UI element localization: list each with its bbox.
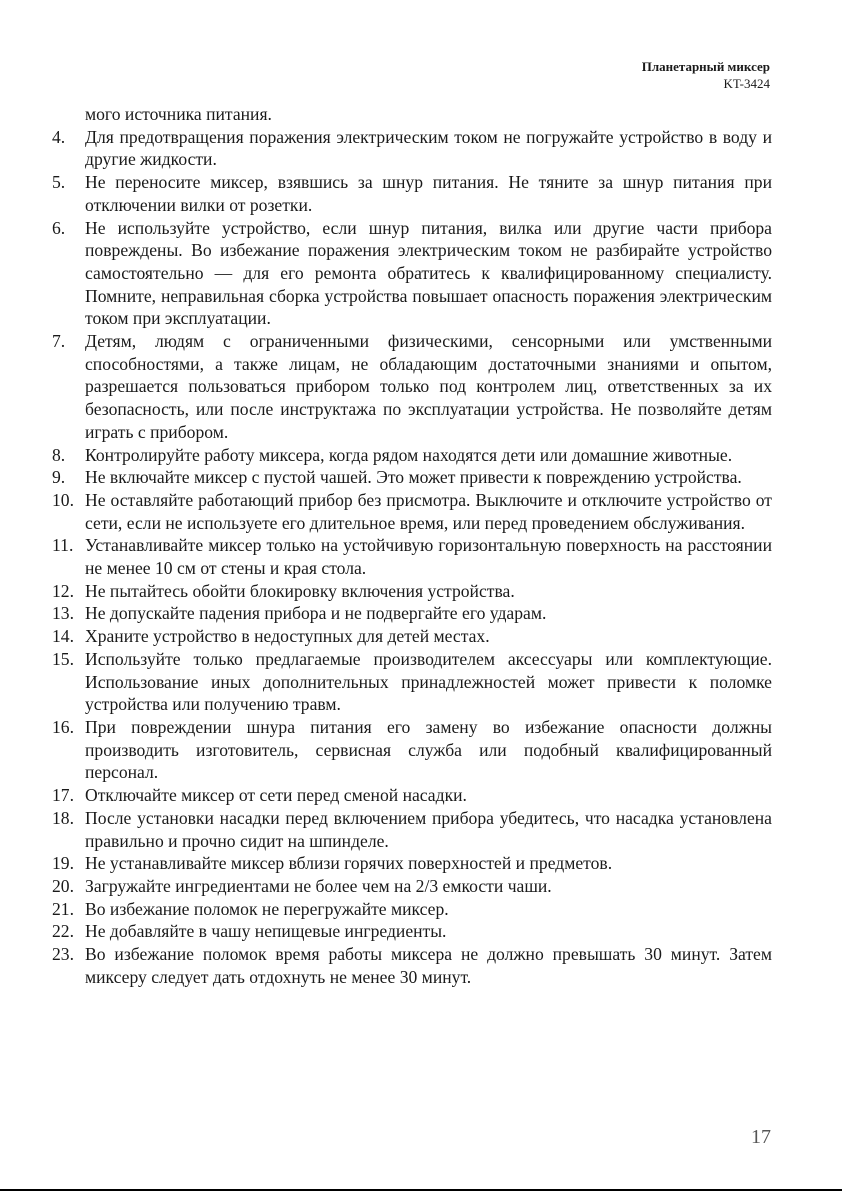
page-number: 17 (751, 1126, 771, 1148)
list-item (52, 602, 772, 625)
list-item (52, 171, 772, 216)
item-number: 5. (52, 172, 66, 193)
product-title: Планетарный миксер (641, 59, 770, 74)
item-number: 11. (52, 535, 74, 556)
item-number: 17. (52, 785, 74, 806)
item-text: Не устанавливайте миксер вблизи горячих поверхностей и предметов. (85, 853, 613, 874)
list-item (52, 648, 772, 716)
list-item (52, 898, 772, 921)
list-item (52, 716, 772, 784)
list-item (52, 875, 772, 898)
list-item (52, 126, 772, 171)
item-number: 23. (52, 944, 74, 965)
list-item (52, 534, 772, 579)
item-text: Храните устройство в недоступных для детей местах. (85, 626, 490, 647)
list-item (52, 807, 772, 852)
safety-instructions (52, 103, 772, 988)
item-text: Отключайте миксер от сети перед сменой насадки. (85, 785, 467, 806)
list-item (52, 444, 772, 467)
item-number: 7. (52, 331, 66, 352)
item-text: Не добавляйте в чашу непищевые ингредиенты. (85, 921, 447, 942)
item-text: Загружайте ингредиентами не более чем на 2/3 емкости чаши. (85, 875, 552, 896)
list-item (52, 330, 772, 444)
item-number: 16. (52, 716, 74, 737)
item-number: 20. (52, 875, 74, 896)
item-number: 8. (52, 444, 66, 465)
item-text: Устанавливайте миксер только на устойчивую горизонтальную поверхность на расстоянии не менее 10 см от стены и края стола. (85, 535, 772, 579)
page-header (642, 58, 770, 92)
item-number: 6. (52, 217, 66, 238)
instruction-list (52, 126, 772, 989)
continued-text: мого источника питания. (85, 104, 272, 124)
item-text: Не оставляйте работающий прибор без присмотра. Выключите и отключите устройство от сети, если не используете его длительное время, или перед проведением обслуживания. (85, 489, 772, 533)
item-number: 22. (52, 921, 74, 942)
item-number: 19. (52, 853, 74, 874)
item-text: Во избежание поломок не перегружайте миксер. (85, 898, 449, 919)
list-item (52, 466, 772, 489)
bottom-divider (0, 1189, 842, 1191)
item-text: После установки насадки перед включением прибора убедитесь, что насадка установлена правильно и прочно сидит на шпинделе. (85, 807, 772, 851)
list-item (52, 217, 772, 331)
list-item (52, 580, 772, 603)
item-number: 9. (52, 467, 66, 488)
item-number: 4. (52, 126, 66, 147)
list-item (52, 943, 772, 988)
product-model: KT-3424 (723, 76, 770, 91)
item-text: Не используйте устройство, если шнур питания, вилка или другие части прибора повреждены. Во избежание поражения электрическим током не разбирайте устройство самостоятельно — для его ремонта обратитесь к квалифицированному специалисту. Помните, неправильная сборка устройства повышает опасность поражения электрическим током при эксплуатации. (85, 217, 772, 329)
item-text: Используйте только предлагаемые производителем аксессуары или комплектующие. Использование иных дополнительных принадлежностей может привести к поломке устройства или получению травм. (85, 648, 772, 715)
item-text: Не пытайтесь обойти блокировку включения устройства. (85, 580, 515, 601)
item-text: Для предотвращения поражения электрическим током не погружайте устройство в воду и другие жидкости. (85, 126, 772, 170)
item-number: 18. (52, 807, 74, 828)
item-number: 21. (52, 898, 74, 919)
item-number: 13. (52, 603, 74, 624)
item-text: При повреждении шнура питания его замену во избежание опасности должны производить изготовитель, сервисная служба или подобный квалифицированный персонал. (85, 716, 772, 783)
item-number: 12. (52, 580, 74, 601)
list-item (52, 784, 772, 807)
item-number: 15. (52, 648, 74, 669)
item-text: Не переносите миксер, взявшись за шнур питания. Не тяните за шнур питания при отключении вилки от розетки. (85, 172, 772, 215)
list-item (52, 920, 772, 943)
item-text: Во избежание поломок время работы миксера не должно превышать 30 минут. Затем миксеру следует дать отдохнуть не менее 30 минут. (85, 944, 772, 987)
item-number: 14. (52, 626, 74, 647)
item-text: Не допускайте падения прибора и не подвергайте его ударам. (85, 603, 547, 624)
item-text: Детям, людям с ограниченными физическими, сенсорными или умственными способностями, а также лицам, не обладающим достаточными знаниями и опытом, разрешается пользоваться прибором только под контролем лиц, ответственных за их безопасность, или после инструктажа по эксплуатации устройства. Не позволяйте детям играть с прибором. (85, 331, 772, 442)
list-item (52, 625, 772, 648)
item-number: 10. (52, 489, 74, 510)
item-text: Контролируйте работу миксера, когда рядом находятся дети или домашние животные. (85, 444, 733, 465)
list-item (52, 489, 772, 534)
item-text: Не включайте миксер с пустой чашей. Это может привести к повреждению устройства. (85, 467, 742, 488)
list-item (52, 852, 772, 875)
